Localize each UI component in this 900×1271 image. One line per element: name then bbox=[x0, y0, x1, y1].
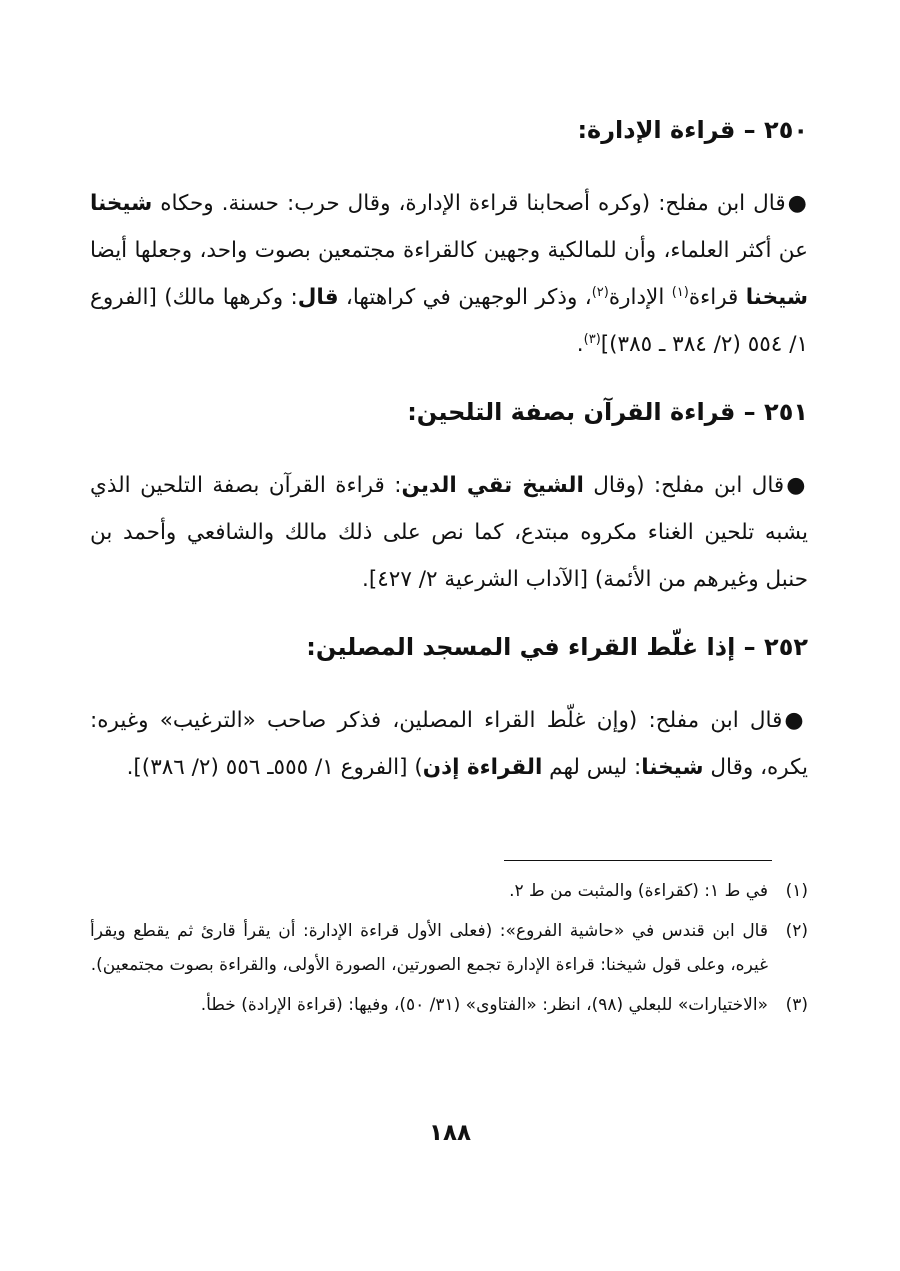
footnote-text: في ط ١: (كقراءة) والمثبت من ط ٢. bbox=[509, 881, 768, 901]
footnotes bbox=[90, 874, 808, 1028]
section-heading-251: ٢٥١ – قراءة القرآن بصفة التلحين: bbox=[407, 398, 808, 426]
footnote-number: (١) bbox=[785, 881, 808, 901]
footnote-ref-2[interactable]: (٢) bbox=[591, 284, 609, 300]
section-heading-252: ٢٥٢ – إذا غلّط القراء في المسجد المصلين: bbox=[306, 633, 808, 661]
footnote-divider bbox=[504, 860, 772, 861]
main-text bbox=[90, 108, 808, 813]
footnote-ref-3[interactable]: (٣) bbox=[583, 331, 601, 347]
footnote-number: (٣) bbox=[785, 995, 808, 1015]
footnote-1 bbox=[90, 874, 808, 908]
footnote-number: (٢) bbox=[785, 921, 808, 941]
bullet-icon: ● bbox=[787, 191, 808, 216]
bullet-icon: ● bbox=[786, 473, 808, 498]
page-number: ١٨٨ bbox=[428, 1120, 472, 1146]
section-paragraph-251: ●قال ابن مفلح: (وقال الشيخ تقي الدين: قراءة القرآن بصفة التلحين الذي يشبه تلحين الغناء مكروه مبتدع، كما نص على ذلك مالك والشافعي وأحمد بن حنبل وغيرهم من الأئمة) [الآداب الشرعية ٢/ ٤٢٧]. bbox=[90, 473, 808, 592]
section-paragraph-252: ●قال ابن مفلح: (وإن غلّط القراء المصلين، فذكر صاحب «الترغيب» وغيره: يكره، وقال شيخنا: ليس لهم القراءة إذن) [الفروع ١/ ٥٥٥ـ ٥٥٦ (٢/ ٣٨٦)]. bbox=[90, 708, 808, 780]
footnote-ref-1[interactable]: (١) bbox=[671, 284, 689, 300]
section-paragraph-250: ●قال ابن مفلح: (وكره أصحابنا قراءة الإدارة، وقال حرب: حسنة. وحكاه شيخنا عن أكثر العلماء، وأن للمالكية وجهين كالقراءة مجتمعين بصوت واحد، وجعلها أيضا شيخنا قراءة$^{(١)}$ الإدارة$^{(٢)}$، وذكر الوجهين في كراهتها، قال: وكرهها مالك) [الفروع ١/ ٥٥٤ (٢/ ٣٨٤ ـ ٣٨٥)]$^{(٣)}$. bbox=[90, 191, 808, 357]
bullet-icon: ● bbox=[784, 708, 808, 733]
footnote-3 bbox=[90, 988, 808, 1022]
footnote-text: «الاختيارات» للبعلي (٩٨)، انظر: «الفتاوى» (٣١/ ٥٠)، وفيها: (قراءة الإرادة) خطأ. bbox=[200, 995, 768, 1015]
footnote-2 bbox=[90, 914, 808, 982]
footnote-text: قال ابن قندس في «حاشية الفروع»: (فعلى الأول قراءة الإدارة: أن يقرأ قارئ ثم يقطع ويقرأ غيره، وعلى قول شيخنا: قراءة الإدارة تجمع الصورتين، الصورة الأولى، والقراءة بصوت مجتمعين). bbox=[90, 921, 768, 975]
section-heading-250: ٢٥٠ – قراءة الإدارة: bbox=[577, 116, 808, 144]
